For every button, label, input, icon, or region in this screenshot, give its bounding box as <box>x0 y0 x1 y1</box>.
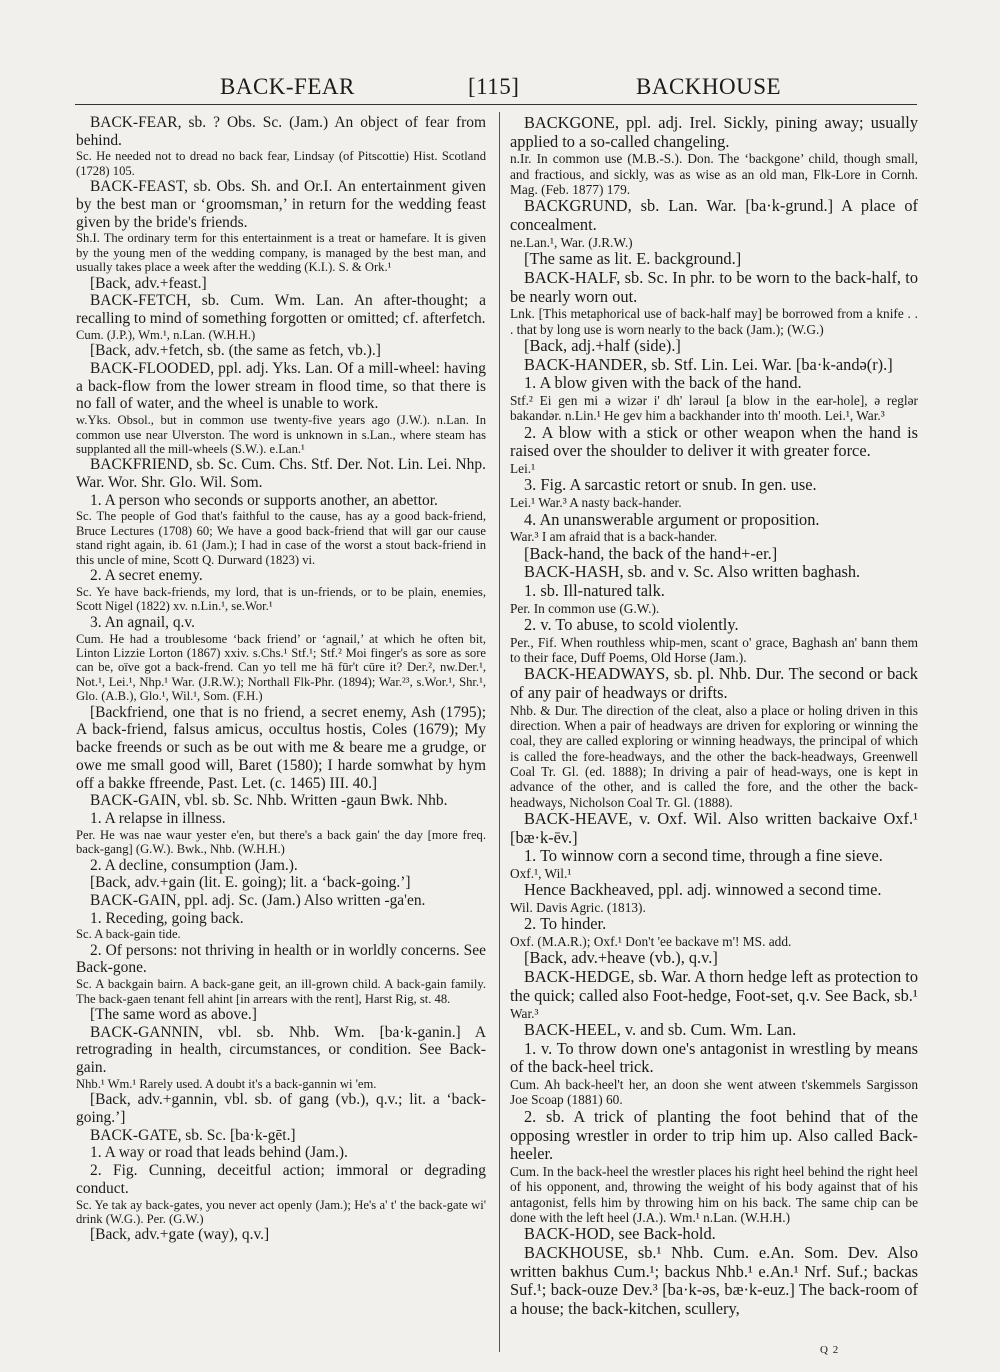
entry-block: [The same word as above.] <box>90 1006 257 1024</box>
entry-block: BACK-GAIN, ppl. adj. Sc. (Jam.) Also written -ga'en. <box>90 891 426 909</box>
citation-block: Cum. Ah back-heel't her, an doon she went atween t'skemmels Sargisson Joe Scoap (1881) 60. <box>510 1077 918 1108</box>
entry-block: 3. An agnail, q.v. <box>90 613 196 631</box>
running-head-right: BACKHOUSE <box>636 74 782 99</box>
entry-block: 2. A secret enemy. <box>90 567 203 585</box>
entry-block: 2. Of persons: not thriving in health or in worldly concerns. See Back-gone. <box>76 941 486 977</box>
entry-block: [Backfriend, one that is no friend, a secret enemy, Ash (1795); A back-friend, falsus amicus, occultus hostis, Coles (1679); My backe freends or such as be out with me & beare me a grudge, or owe me small good will, Baret (1580); I harde somwhat by hym off a bakke ffreende, Past. Let. (c. 1465) III. 40.] <box>76 703 486 792</box>
entry-block: [Back, adv.+gain (lit. E. going); lit. a ‘back-going.’] <box>90 874 411 892</box>
citation-block: Sc. Ye tak ay back-gates, you never act openly (Jam.); He's a' t' the back-gate wi' drink (W.G.). Per. (G.W.) <box>76 1197 486 1226</box>
entry-block: BACK-GATE, sb. Sc. [ba·k-gēt.] <box>90 1126 296 1144</box>
entry-block: BACK-FEAR, sb. ? Obs. Sc. (Jam.) An object of fear from behind. <box>76 114 486 149</box>
left-column <box>76 114 486 1244</box>
signature-mark: Q 2 <box>820 1344 840 1356</box>
entry-block: 1. v. To throw down one's antagonist in wrestling by means of the back-heel trick. <box>510 1038 918 1077</box>
entry-block: BACK-HEDGE, sb. War. A thorn hedge left as protection to the quick; called also Foot-hedge, Foot-set, q.v. See Back, sb.¹ <box>510 967 918 1005</box>
citation-block: n.Ir. In common use (M.B.-S.). Don. The ‘backgone’ child, though small, and fractious, and sickly, was as wise as an old man, Flk-Lore in Cornh. Mag. (Feb. 1877) 179. <box>510 151 918 198</box>
entry-block: 2. sb. A trick of planting the foot behind that of the opposing wrestler in order to trip him up. Also called Back-heeler. <box>510 1106 918 1164</box>
citation-block: ne.Lan.¹, War. (J.R.W.) <box>510 234 633 250</box>
entry-block: BACK-HALF, sb. Sc. In phr. to be worn to the back-half, to be nearly worn out. <box>510 267 918 306</box>
entry-block: 4. An unanswerable argument or proposition. <box>524 509 820 529</box>
entry-block: [Back, adv.+gannin, vbl. sb. of gang (vb.), q.v.; lit. a ‘back-going.’] <box>76 1091 486 1126</box>
entry-block: 2. v. To abuse, to scold violently. <box>524 615 739 635</box>
entry-block: BACKGONE, ppl. adj. Irel. Sickly, pining away; usually applied to a so-called changeling. <box>510 114 918 151</box>
entry-block: 2. To hinder. <box>524 914 607 934</box>
citation-block: Per. In common use (G.W.). <box>510 600 660 616</box>
entry-block: 1. A person who seconds or supports another, an abettor. <box>90 491 438 509</box>
citation-block: Sc. Ye have back-friends, my lord, that is un-friends, or to be plain, enemies, Scott Nigel (1822) xv. n.Lin.¹, se.Wor.¹ <box>76 584 486 614</box>
citation-block: Sc. A back-gain tide. <box>76 927 181 942</box>
entry-block: BACKHOUSE, sb.¹ Nhb. Cum. e.An. Som. Dev. Also written bakhus Cum.¹; backus Nhb.¹ e.An.¹ Nrf. Suf.; backas Suf.¹; back-ouze Dev.³ [ba·k-əs, bæ·k-euz.] The back-room of a house; the back-kitchen, scullery, <box>510 1242 918 1319</box>
citation-block: Oxf.¹, Wil.¹ <box>510 866 572 882</box>
citation-block: Lnk. [This metaphorical use of back-half may] be borrowed from a knife . . . that by long use is worn nearly to the back (Jam.); (W.G.) <box>510 306 918 337</box>
citation-block: Sc. The people of God that's faithful to the cause, has ay a good back-friend, Bruce Lectures (1708) 60; We have a good back-friend that will gar our cause stand right again, ib. 61 (Jam.); I had in case of the worst a stout back-friend in this uncle of mine, Scott Q. Durward (1823) vi. <box>76 509 486 567</box>
entry-block: 2. Fig. Cunning, deceitful action; immoral or degrading conduct. <box>76 1162 486 1197</box>
entry-block: BACKGRUND, sb. Lan. War. [ba·k-grund.] A place of concealment. <box>510 196 918 235</box>
citation-block: Per. He was nae waur yester e'en, but there's a back gain' the day [more freq. back-gang] (G.W.). Bwk., Nhb. (W.H.H.) <box>76 827 486 857</box>
entry-block: 1. A way or road that leads behind (Jam.). <box>90 1144 348 1162</box>
right-column <box>510 114 918 1330</box>
citation-block: Sc. He needed not to dread no back fear, Lindsay (of Pitscottie) Hist. Scotland (1728) 105. <box>76 149 486 178</box>
entry-block: 1. sb. Ill-natured talk. <box>524 581 665 601</box>
entry-block: 2. A decline, consumption (Jam.). <box>90 856 298 874</box>
entry-block: BACK-HEAVE, v. Oxf. Wil. Also written backaive Oxf.¹ [bæ·k-ēv.] <box>510 808 918 847</box>
citation-block: Oxf. (M.A.R.); Oxf.¹ Don't 'ee backave m'! MS. add. <box>510 934 792 950</box>
entry-block: BACK-HOD, see Back-hold. <box>524 1224 716 1244</box>
entry-block: [Back, adj.+half (side).] <box>524 335 681 355</box>
citation-block: Sc. A backgain bairn. A back-gane geit, an ill-grown child. A back-gain family. The back-gaen tenant fell ahint [in arrears with the rent], Harst Rig, st. 48. <box>76 977 486 1006</box>
entry-block: 1. Receding, going back. <box>90 909 244 927</box>
entry-block: BACK-HEADWAYS, sb. pl. Nhb. Dur. The second or back of any pair of headways or drifts. <box>510 664 918 703</box>
entry-block: BACK-HANDER, sb. Stf. Lin. Lei. War. [ba·k-andə(r).] <box>524 354 893 374</box>
entry-block: Hence Backheaved, ppl. adj. winnowed a second time. <box>524 880 882 900</box>
column-divider <box>499 112 500 1352</box>
entry-block: 2. A blow with a stick or other weapon when the hand is raised over the shoulder to deliver it with greater force. <box>510 422 918 461</box>
entry-block: BACK-HEEL, v. and sb. Cum. Wm. Lan. <box>524 1019 797 1039</box>
entry-block: 1. A relapse in illness. <box>90 809 226 827</box>
citation-block: Cum. (J.P.), Wm.¹, n.Lan. (W.H.H.) <box>76 327 256 342</box>
entry-block: [Back, adv.+fetch, sb. (the same as fetch, vb.).] <box>90 342 381 360</box>
entry-block: BACK-FETCH, sb. Cum. Wm. Lan. An after-thought; a recalling to mind of something forgotten or omitted; cf. afterfetch. <box>76 292 486 328</box>
citation-block: Nhb. & Dur. The direction of the cleat, also a place or holing driven in this direction. When a pair of headways are driven for exploring or winning the coal, they are called exploring or winning headways, the principal of which is called the fore-headways, and the other the back-headways, Greenwell Coal Tr. Gl. (ed. 1888); In driving a pair of head-ways, one is kept in advance of the other, and is called the fore, and the other the back-headways, Nicholson Coal Tr. Gl. (1888). <box>510 702 918 810</box>
citation-block: War.³ I am afraid that is a back-hander. <box>510 529 718 545</box>
header-rule <box>75 104 917 105</box>
entry-block: 1. To winnow corn a second time, through a fine sieve. <box>524 846 883 866</box>
entry-block: [Back, adv.+gate (way), q.v.] <box>90 1226 270 1244</box>
entry-block: BACK-GAIN, vbl. sb. Sc. Nhb. Written -gaun Bwk. Nhb. <box>90 792 448 810</box>
citation-block: Nhb.¹ Wm.¹ Rarely used. A doubt it's a back-gannin wi 'em. <box>76 1076 377 1091</box>
citation-block: Cum. In the back-heel the wrestler places his right heel behind the right heel of his opponent, and, throwing the weight of his body against that of his antagonist, fells him by throwing him on his back. The same chip can be done with the left heel (J.A.). Wm.¹ n.Lan. (W.H.H.) <box>510 1163 918 1225</box>
running-head-left: BACK-FEAR <box>220 74 355 99</box>
entry-block: 3. Fig. A sarcastic retort or snub. In gen. use. <box>524 475 817 495</box>
citation-block: Lei.¹ War.³ A nasty back-hander. <box>510 495 682 511</box>
entry-block: BACK-GANNIN, vbl. sb. Nhb. Wm. [ba·k-ganin.] A retrograding in health, circumstances, or condition. See Back-gain. <box>76 1023 486 1077</box>
citation-block: Stf.² Ei gen mi ə wizər i' dh' lərəul [a blow in the ear-hole], ə reglər bakandər. n.Lin.¹ He gev him a backhander into th' mooth. Lei.¹, War.³ <box>510 393 918 424</box>
entry-block: [Back-hand, the back of the hand+-er.] <box>524 543 778 563</box>
entry-block: BACK-FLOODED, ppl. adj. Yks. Lan. Of a mill-wheel: having a back-flow from the lower stream in flood time, so that there is no fall of water, and the wheel is unable to work. <box>76 359 486 413</box>
citation-block: Lei.¹ <box>510 461 536 477</box>
citation-block: Per., Fif. When routhless whip-men, scant o' grace, Baghash an' bann them to their face, Duff Poems, Old Horse (Jam.). <box>510 634 918 666</box>
citation-block: Cum. He had a troublesome ‘back friend’ or ‘agnail,’ at which he often bit, Linton Lizzie Lorton (1867) xxiv. s.Chs.¹ Stf.¹; Stf.² Moi finger's as sore as sore can be, oïve got a back-frend. Can yo tell me hā fūr't cūre it? Der.², nw.Der.¹, Not.¹, Lei.¹, Nhp.¹ War. (J.R.W.); Northall Flk-Phr. (1894); War.²³, s.Wor.¹, Shr.¹, Glo. (A.B.), Glo.¹, Wil.¹, Som. (F.H.) <box>76 631 486 704</box>
entry-block: BACK-HASH, sb. and v. Sc. Also written baghash. <box>524 562 861 582</box>
entry-block: BACK-FEAST, sb. Obs. Sh. and Or.I. An entertainment given by the best man or ‘groomsman,’ in return for the wedding feast given by the bride's friends. <box>76 178 486 231</box>
entry-block: [Back, adv.+feast.] <box>90 274 207 292</box>
entry-block: 1. A blow given with the back of the hand. <box>524 373 802 393</box>
entry-block: [The same as lit. E. background.] <box>524 249 742 269</box>
citation-block: w.Yks. Obsol., but in common use twenty-five years ago (J.W.). n.Lan. In common use near Ulverston. The word is unknown in s.Lan., where steam has supplanted all the mill-wheels (S.W.). e.Lan.¹ <box>76 413 486 456</box>
citation-block: Sh.I. The ordinary term for this entertainment is a treat or hamefare. It is given by the young men of the wedding company, is managed by the best man, and usually takes place a week after the wedding (K.I.). S. & Ork.¹ <box>76 231 486 275</box>
citation-block: War.³ <box>510 1005 539 1021</box>
citation-block: Wil. Davis Agric. (1813). <box>510 900 646 916</box>
page-number: [115] <box>468 74 520 99</box>
entry-block: [Back, adv.+heave (vb.), q.v.] <box>524 948 718 968</box>
entry-block: BACKFRIEND, sb. Sc. Cum. Chs. Stf. Der. Not. Lin. Lei. Nhp. War. Wor. Shr. Glo. Wil. Som. <box>76 456 486 492</box>
